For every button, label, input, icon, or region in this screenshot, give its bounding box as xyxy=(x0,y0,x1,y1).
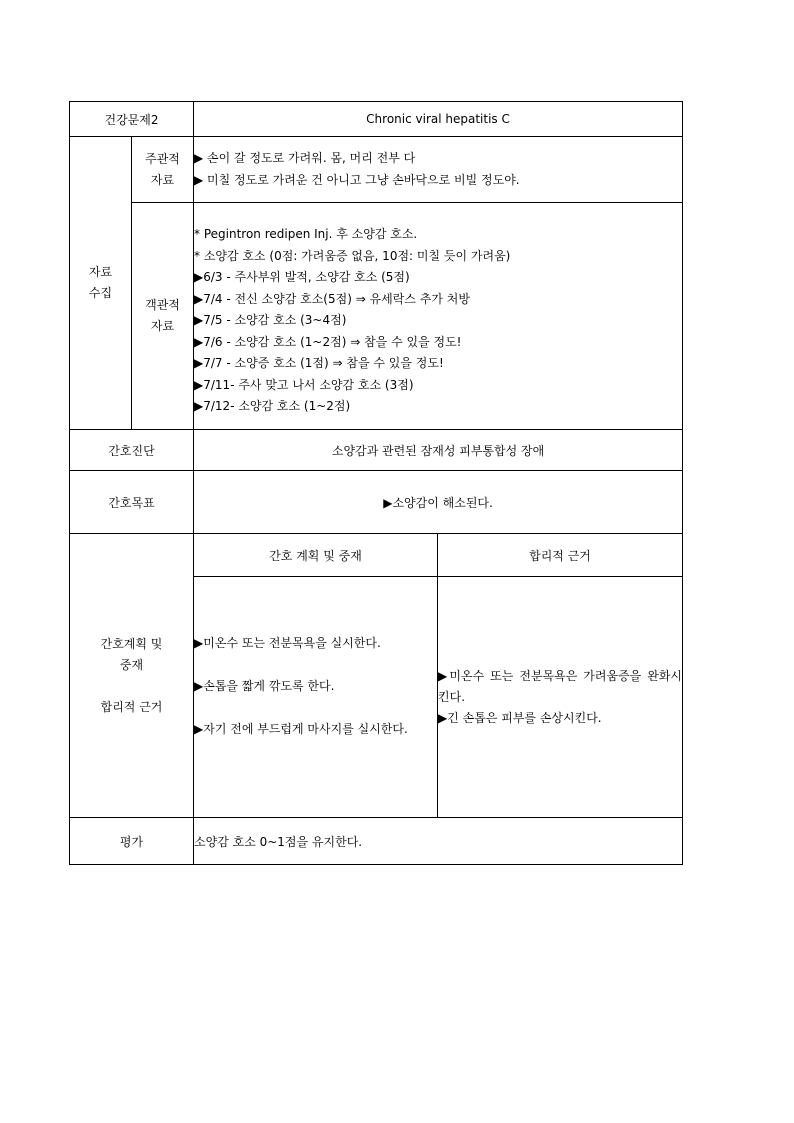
objective-data-label: 객관적 자료 xyxy=(132,203,194,430)
interventions-list xyxy=(194,577,438,818)
evaluation-row xyxy=(70,818,683,865)
data-collection-label: 자료 수집 xyxy=(70,137,132,430)
subjective-data-content xyxy=(194,137,683,203)
objective-data-row xyxy=(70,203,683,430)
intervention-item: ▶미온수 또는 전분목욕을 실시한다. xyxy=(194,635,381,650)
rationale-list xyxy=(438,577,683,818)
rationale-item: ▶긴 손톱은 피부를 손상시킨다. xyxy=(438,710,602,725)
interventions-header: 간호 계획 및 중재 xyxy=(194,534,438,577)
plan-label: 간호계획 및 중재 합리적 근거 xyxy=(70,534,194,818)
objective-line: * 소양감 호소 (0점: 가려움증 없음, 10점: 미칠 듯이 가려움) xyxy=(194,248,511,263)
nursing-diagnosis-row xyxy=(70,430,683,471)
evaluation-value: 소양감 호소 0~1점을 유지한다. xyxy=(194,818,683,865)
health-problem-row xyxy=(70,102,683,137)
nursing-diagnosis-value: 소양감과 관련된 잠재성 피부통합성 장애 xyxy=(194,430,683,471)
health-problem-label: 건강문제2 xyxy=(70,102,194,137)
health-problem-value: Chronic viral hepatitis C xyxy=(194,102,683,137)
rationale-header: 합리적 근거 xyxy=(438,534,683,577)
subjective-data-row xyxy=(70,137,683,203)
subjective-line: ▶ 미칠 정도로 가려운 건 아니고 그냥 손바닥으로 비빌 정도야. xyxy=(194,172,520,187)
objective-line: ▶7/4 - 전신 소양감 호소(5점) ⇒ 유세락스 추가 처방 xyxy=(194,291,470,306)
objective-line: ▶7/12- 소양감 호소 (1~2점) xyxy=(194,399,351,414)
intervention-item: ▶자기 전에 부드럽게 마사지를 실시한다. xyxy=(194,721,408,736)
nursing-goal-label: 간호목표 xyxy=(70,471,194,534)
objective-line: ▶7/5 - 소양감 호소 (3~4점) xyxy=(194,313,347,328)
objective-data-content xyxy=(194,203,683,430)
nursing-goal-value: ▶소양감이 해소된다. xyxy=(194,471,683,534)
rationale-item: ▶미온수 또는 전분목욕은 가려움증을 완화시킨다. xyxy=(438,668,683,704)
plan-header-row xyxy=(70,534,683,577)
nursing-goal-row xyxy=(70,471,683,534)
subjective-line: ▶ 손이 갈 정도로 가려워. 몸, 머리 전부 다 xyxy=(194,151,416,165)
objective-line: ▶7/6 - 소양감 호소 (1~2점) ⇒ 참을 수 있을 정도! xyxy=(194,334,462,349)
nursing-care-plan-table xyxy=(69,101,683,865)
subjective-data-label: 주관적 자료 xyxy=(132,137,194,203)
objective-line: * Pegintron redipen Inj. 후 소양감 호소. xyxy=(194,227,418,242)
evaluation-label: 평가 xyxy=(70,818,194,865)
intervention-item: ▶손톱을 짧게 깎도록 한다. xyxy=(194,678,335,693)
nursing-diagnosis-label: 간호진단 xyxy=(70,430,194,471)
objective-line: ▶6/3 - 주사부위 발적, 소양감 호소 (5점) xyxy=(194,270,410,285)
objective-line: ▶7/7 - 소양증 호소 (1점) ⇒ 참을 수 있을 정도! xyxy=(194,356,444,371)
objective-line: ▶7/11- 주사 맞고 나서 소양감 호소 (3점) xyxy=(194,377,414,392)
